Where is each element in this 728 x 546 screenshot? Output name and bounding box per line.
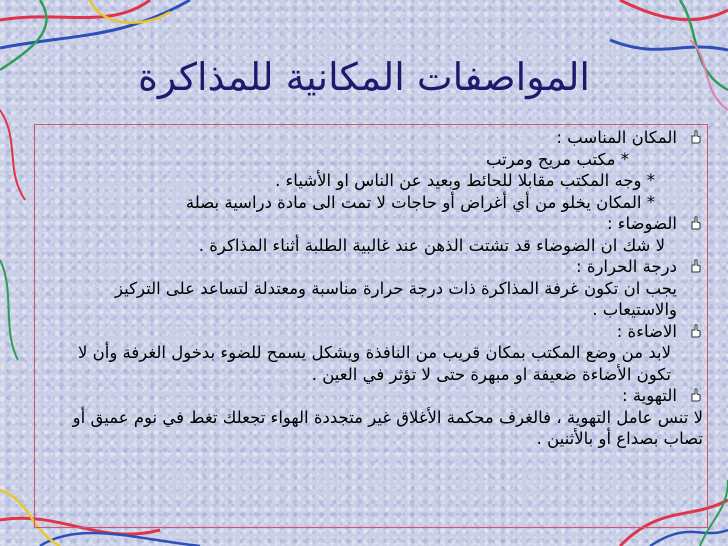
streamer-left-red — [0, 110, 25, 200]
streamer-yellow — [90, 0, 170, 23]
body-text-content: لابد من وضع المكتب بمكان قريب من النافذة ويشكل يسمح للضوء بدخول الغرفة وأن لا تكون الأضاءة ضعيفة او مبهرة حتى لا تؤثر في العين . — [77, 343, 671, 384]
bullet-text: الضوضاء : — [606, 214, 677, 233]
slide-title: المواصفات المكانية للمذاكرة — [138, 55, 590, 99]
bullet-text: درجة الحرارة : — [576, 257, 677, 276]
streamer-blue-right — [610, 40, 728, 50]
body-text-content: لا شك ان الضوضاء قد تشتت الذهن عند غالبية الطلبة أثناء المذاكرة . — [198, 235, 665, 255]
sub-item-text: * وجه المكتب مقابلا للحائط وبعيد عن الناس او الأشياء . — [275, 171, 655, 190]
streamer-red-right — [620, 0, 728, 20]
streamer-left-green — [0, 260, 18, 360]
pointing-hand-icon — [689, 216, 703, 230]
pointing-hand-icon — [689, 388, 703, 402]
sub-item-text: * مكتب مريح ومرتب — [485, 149, 629, 169]
pointing-hand-icon — [689, 130, 703, 144]
body-text — [45, 278, 677, 321]
bullet-noise — [45, 213, 677, 235]
pointing-hand-icon — [689, 324, 703, 338]
bullet-lighting — [45, 321, 677, 343]
bullet-text: التهوية : — [622, 386, 677, 405]
streamer-bottom-right-blue — [650, 530, 728, 546]
bullet-text: المكان المناسب : — [556, 128, 677, 147]
streamer-red — [0, 0, 150, 20]
body-text — [45, 407, 703, 450]
body-text — [45, 235, 677, 257]
pointing-hand-icon — [689, 259, 703, 273]
sub-item — [45, 192, 677, 214]
content-box — [34, 124, 708, 528]
streamer-blue — [0, 0, 190, 48]
sub-item — [45, 170, 677, 192]
body-text-content: يجب ان تكون غرفة المذاكرة ذات درجة حرارة مناسبة ومعتدلة لتساعد على التركيز والاستيعاب . — [115, 278, 677, 319]
bullet-place — [45, 127, 677, 149]
sub-item — [45, 149, 677, 171]
bullet-text: الاضاءة : — [616, 321, 677, 341]
sub-item-text: * المكان يخلو من أي أغراض أو حاجات لا تمت الى مادة دراسية بصلة — [185, 192, 655, 212]
bullet-temperature — [45, 256, 677, 278]
streamer-bottom-blue — [40, 533, 200, 546]
bullet-ventilation — [45, 385, 677, 407]
body-text — [45, 342, 677, 385]
body-text-content: لا تنس عامل التهوية ، فالغرف محكمة الأغلاق غير متجددة الهواء تجعلك تغط في نوم عميق أو تصاب بصداع أو بالأثنين . — [72, 407, 703, 448]
